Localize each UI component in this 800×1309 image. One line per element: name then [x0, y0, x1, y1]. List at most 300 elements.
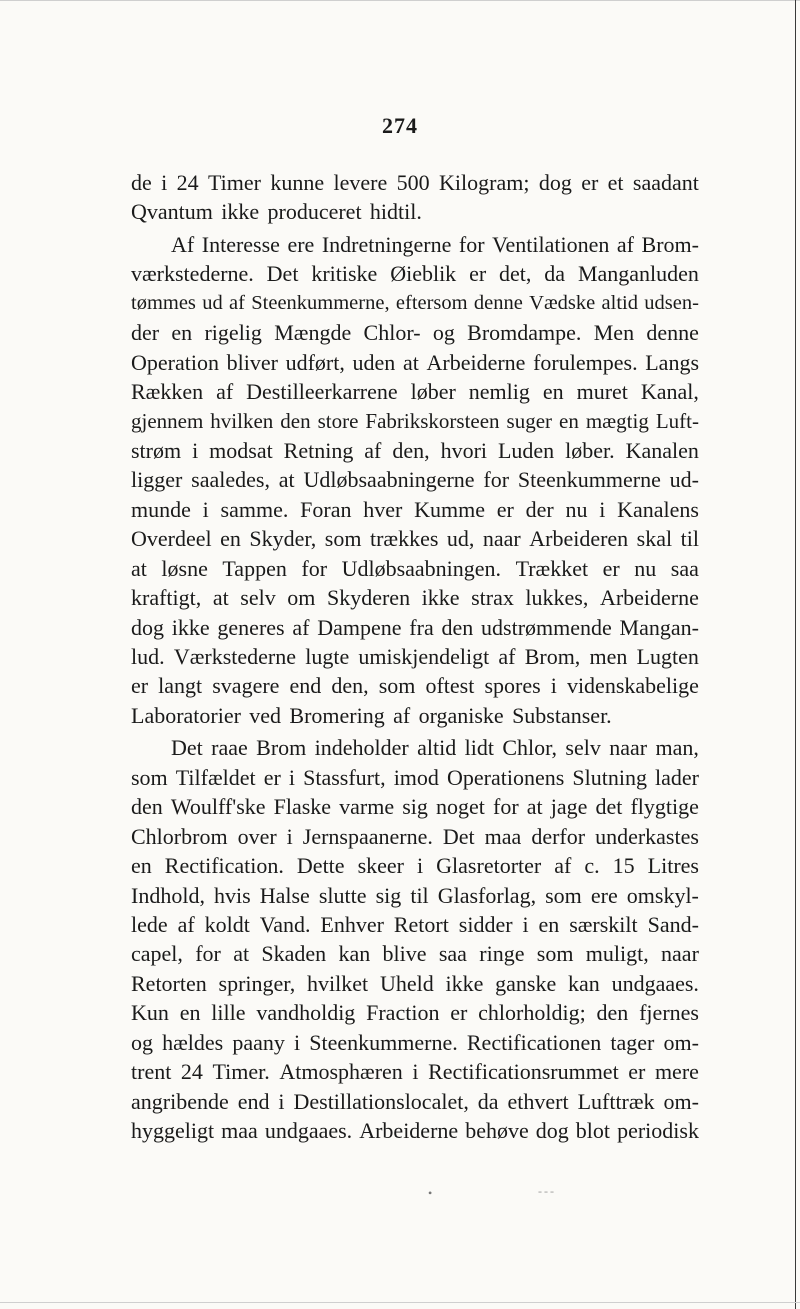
word: kan: [338, 941, 371, 967]
word: at: [131, 555, 147, 581]
word: derfor: [531, 823, 586, 849]
word: i: [522, 911, 529, 937]
word: mægtig: [585, 408, 649, 433]
word: blot: [575, 1118, 611, 1143]
text-line: [131, 881, 699, 910]
word: sig: [402, 794, 428, 820]
word: raae: [211, 735, 248, 761]
word: Brom,: [524, 644, 581, 669]
word: men: [589, 644, 628, 669]
word: er: [469, 261, 487, 287]
word: Glasretorter: [436, 853, 542, 879]
word: en: [542, 379, 564, 405]
word: ikke: [171, 614, 210, 640]
word: Sand-: [647, 911, 699, 937]
word: der: [525, 496, 554, 522]
word: lukkes,: [525, 585, 589, 611]
word: i: [550, 673, 557, 699]
word: Ventilationen: [492, 231, 610, 257]
word: Luft-: [655, 408, 699, 433]
word: Steenkummerne.: [309, 1029, 458, 1055]
word: muret: [576, 379, 628, 405]
word: over: [237, 823, 277, 849]
word: ere: [287, 231, 315, 257]
word: Fabrikskorsteen: [365, 408, 500, 433]
word: store: [317, 408, 359, 433]
word: hvilken: [210, 408, 274, 433]
word: Indhold,: [131, 882, 205, 908]
word: lader: [655, 764, 699, 790]
word: Jernspaanerne.: [302, 823, 433, 849]
word: af: [616, 231, 635, 257]
word: som: [131, 764, 168, 790]
word: om-: [663, 1088, 699, 1114]
word: selv: [565, 735, 601, 761]
word: modsat: [209, 437, 273, 463]
word: for: [195, 941, 221, 967]
word: selv: [240, 585, 276, 611]
word: er: [263, 764, 281, 790]
word: saa: [438, 941, 467, 967]
word: Brom-: [641, 231, 699, 257]
word: Manganluden: [577, 261, 699, 287]
word: bliver: [226, 349, 278, 375]
word: i: [599, 496, 606, 522]
text-line: [131, 613, 699, 642]
word: om-: [663, 1029, 699, 1055]
word: i: [202, 496, 209, 522]
word: at: [233, 941, 250, 967]
word: er: [131, 673, 149, 699]
word: Retort: [393, 911, 449, 937]
word: værkstederne.: [131, 261, 254, 287]
text-line: [131, 642, 699, 671]
word: Chlor-: [363, 320, 421, 346]
word: omskyl-: [626, 882, 699, 908]
word: chlorholdig;: [478, 1000, 586, 1026]
word: som: [536, 941, 574, 967]
word: 15: [612, 853, 635, 879]
text-line: [131, 910, 699, 939]
word: er: [450, 1000, 468, 1026]
word: for: [301, 555, 328, 581]
word: Woulff'ske: [170, 794, 266, 820]
text-line: [131, 1116, 699, 1145]
word: munde: [131, 496, 191, 522]
word: til: [680, 526, 699, 552]
word: vandholdig: [256, 1000, 356, 1026]
word: Det: [171, 735, 203, 761]
word: hver: [363, 496, 403, 522]
text-line: [131, 969, 699, 998]
word: af: [292, 614, 310, 640]
word: Rectificationen: [466, 1029, 602, 1055]
word: Fraction: [366, 1000, 440, 1026]
word: saaledes,: [191, 467, 270, 493]
word: hvilket: [307, 970, 369, 996]
word: Rectificationsrummet: [428, 1059, 619, 1085]
word: trent: [131, 1059, 172, 1085]
word: springer,: [218, 970, 296, 996]
word: produceret: [267, 199, 362, 225]
word: tager: [610, 1029, 655, 1055]
scan-right-edge: [795, 0, 796, 1309]
word: en: [220, 526, 241, 552]
word: Det: [266, 261, 299, 287]
word: altid: [417, 735, 457, 761]
word: hældes: [162, 1029, 224, 1055]
word: Stassfurt,: [303, 764, 386, 790]
text-line: [131, 318, 699, 347]
word: underkastes: [595, 823, 699, 849]
word: Men: [593, 320, 635, 346]
word: til: [410, 882, 429, 908]
word: imod: [393, 764, 439, 790]
text-line: [131, 1028, 699, 1057]
scan-bottom-edge: [0, 1302, 800, 1303]
text-line: [131, 259, 699, 288]
word: noget: [436, 794, 485, 820]
word: Kanalen: [625, 437, 699, 463]
word: Vædske: [529, 291, 596, 314]
word: Operationens: [447, 764, 565, 790]
word: Mangan-: [619, 614, 699, 640]
word: 500: [396, 170, 430, 195]
word: c.: [584, 853, 600, 879]
scan-speck: •: [428, 1186, 433, 1200]
word: Arbeiderne: [599, 585, 699, 611]
word: der: [131, 320, 160, 346]
word: ud,: [446, 526, 475, 552]
word: skal: [636, 526, 673, 552]
word: gjennem: [131, 408, 204, 433]
word: Bromdampe.: [467, 320, 582, 346]
word: ligger: [131, 467, 183, 493]
word: nu: [634, 555, 657, 581]
word: Udløbsaabningerne: [303, 467, 475, 493]
word: Rækken: [131, 379, 204, 405]
word: Øieblik: [390, 261, 457, 287]
word: saa: [670, 555, 699, 581]
word: Indretningerne: [321, 231, 452, 257]
word: strøm: [131, 437, 182, 463]
word: Kun: [131, 1000, 169, 1026]
word: undgaaes.: [264, 1118, 353, 1143]
word: Arbeiderne: [426, 349, 526, 375]
word: capel,: [131, 941, 183, 967]
word: slutte: [318, 882, 367, 908]
word: Halse: [259, 882, 310, 908]
word: spores: [484, 673, 541, 699]
word: i: [278, 1088, 285, 1114]
word: Destilleerkarrene: [246, 379, 398, 405]
word: løber.: [565, 437, 615, 463]
word: og: [432, 320, 455, 346]
word: i: [192, 437, 199, 463]
word: den: [441, 614, 474, 640]
word: Litres: [647, 853, 699, 879]
word: hvis: [214, 882, 251, 908]
word: ud: [202, 291, 223, 314]
text-line: [131, 671, 699, 700]
scan-speck: ‐‑‐: [538, 1184, 556, 1198]
word: den: [131, 794, 163, 820]
word: generes: [217, 614, 285, 640]
word: Trækket: [515, 555, 589, 581]
word: sidder: [458, 911, 513, 937]
word: Skyder,: [249, 526, 317, 552]
word: sig: [375, 882, 402, 908]
word: Bromering: [289, 702, 385, 728]
word: af: [364, 437, 382, 463]
word: Interesse: [201, 231, 280, 257]
word: dog: [535, 1118, 569, 1143]
word: ganske: [495, 970, 557, 996]
text-line: [131, 168, 699, 197]
word: Destillationslocalet,: [293, 1088, 469, 1114]
word: Luden: [497, 437, 555, 463]
scan-top-edge: [0, 0, 800, 1]
word: en: [131, 853, 152, 879]
word: Af: [171, 231, 195, 257]
word: blive: [382, 941, 427, 967]
word: Kanal,: [640, 379, 699, 405]
word: Arbeideren: [529, 526, 629, 552]
word: Mængde: [274, 320, 352, 346]
word: forulempes.: [533, 349, 638, 375]
word: maa: [221, 1118, 258, 1143]
word: ud-: [669, 467, 699, 493]
word: i: [288, 764, 296, 790]
word: udstrømmende: [481, 614, 612, 640]
word: løsne: [161, 555, 208, 581]
word: nemlig: [468, 379, 530, 405]
word: Chlorbrom: [131, 823, 228, 849]
word: i: [286, 823, 293, 849]
text-line: [131, 197, 699, 226]
word: Timer: [208, 170, 261, 195]
word: fjernes: [639, 1000, 699, 1026]
word: løber: [410, 379, 456, 405]
word: hvori: [440, 437, 488, 463]
word: 24: [180, 1059, 203, 1085]
word: at: [526, 794, 543, 820]
word: de: [131, 170, 152, 195]
word: eftersom: [395, 291, 468, 314]
text-line: [131, 524, 699, 553]
text-line: [131, 733, 699, 762]
word: Udløbsaabningen.: [341, 555, 502, 581]
word: af: [393, 702, 411, 728]
word: en: [538, 911, 560, 937]
word: Kanalens: [617, 496, 699, 522]
word: uden: [352, 349, 396, 375]
word: oftest: [425, 673, 475, 699]
word: naar: [609, 735, 648, 761]
word: altid: [601, 291, 638, 314]
word: hyggeligt: [131, 1118, 215, 1143]
word: og: [131, 1029, 153, 1055]
word: af: [229, 291, 245, 314]
word: Tappen: [222, 555, 287, 581]
word: Overdeel: [131, 526, 212, 552]
word: den,: [331, 673, 369, 699]
word: ethvert: [507, 1088, 569, 1114]
text-line: [131, 230, 699, 259]
text-line: [131, 701, 699, 730]
word: at: [212, 585, 229, 611]
word: Flaske: [273, 794, 332, 820]
text-line: [131, 851, 699, 880]
text-line: [131, 377, 699, 406]
text-line: [131, 495, 699, 524]
text-line: [131, 822, 699, 851]
word: saadant: [632, 170, 699, 195]
word: rigelig: [204, 320, 262, 346]
word: Arbeiderne: [359, 1118, 459, 1143]
word: periodisk: [617, 1118, 699, 1143]
word: tømmes: [131, 291, 196, 314]
word: lud.: [131, 644, 165, 669]
word: Dampene: [317, 614, 402, 640]
word: kan: [568, 970, 600, 996]
word: Foran: [300, 496, 352, 522]
word: særskilt: [569, 911, 638, 937]
word: Brom: [256, 735, 307, 761]
word: Skaden: [261, 941, 327, 967]
word: flygtige: [630, 794, 699, 820]
word: muligt,: [585, 941, 649, 967]
word: er: [628, 1059, 646, 1085]
word: Dette: [296, 853, 345, 879]
word: ere: [590, 882, 618, 908]
word: for: [483, 467, 510, 493]
word: Operation: [131, 349, 219, 375]
word: af: [498, 644, 516, 669]
word: er: [602, 555, 620, 581]
word: at: [402, 349, 419, 375]
word: umiskjendeligt: [358, 644, 490, 669]
word: i: [161, 170, 168, 195]
word: en: [179, 1000, 201, 1026]
word: af: [177, 911, 195, 937]
word: Steenkummerne,: [251, 291, 390, 314]
word: levere: [333, 170, 388, 195]
word: denne: [473, 291, 523, 314]
word: end: [237, 1088, 270, 1114]
word: Kilogram;: [439, 170, 530, 195]
word: Laboratorier: [131, 702, 241, 728]
page-number: 274: [382, 113, 418, 138]
text-line: [131, 289, 699, 318]
word: undgaaes.: [611, 970, 699, 996]
word: varme: [339, 794, 395, 820]
word: kraftigt,: [131, 585, 202, 611]
word: lidt: [464, 735, 494, 761]
word: i: [417, 853, 424, 879]
word: suger: [506, 408, 553, 433]
word: Qvantum: [131, 199, 213, 225]
word: hidtil.: [369, 199, 422, 225]
word: ikke: [445, 970, 484, 996]
word: udført,: [285, 349, 345, 375]
word: strax: [471, 585, 514, 611]
word: da: [477, 1088, 499, 1114]
word: er: [581, 170, 599, 195]
word: Kumme: [414, 496, 485, 522]
word: er: [496, 496, 514, 522]
word: angribende: [131, 1088, 229, 1114]
word: Skyderen: [326, 585, 411, 611]
word: for: [493, 794, 519, 820]
word: Lufttræk: [577, 1088, 655, 1114]
word: Tilfældet: [175, 764, 256, 790]
word: organiske: [418, 702, 504, 728]
word: Uheld: [379, 970, 434, 996]
word: lugte: [305, 644, 350, 669]
word: Værkstederne: [173, 644, 297, 669]
word: kunne: [270, 170, 325, 195]
word: ikke: [421, 585, 460, 611]
text-line: [131, 348, 699, 377]
body-text: [131, 168, 699, 1145]
word: den: [596, 1000, 629, 1026]
word: 24: [176, 170, 199, 195]
word: den,: [392, 437, 430, 463]
word: Substanser.: [512, 702, 612, 728]
word: Slutning: [572, 764, 647, 790]
word: det: [595, 794, 623, 820]
word: for: [458, 231, 485, 257]
word: lede: [131, 911, 168, 937]
text-line: [131, 554, 699, 583]
word: ved: [249, 702, 282, 728]
word: ikke: [221, 199, 260, 225]
word: Lugten: [636, 644, 699, 669]
word: samme.: [220, 496, 289, 522]
word: naar: [482, 526, 521, 552]
word: lille: [211, 1000, 246, 1026]
word: i: [412, 1059, 419, 1085]
word: et: [607, 170, 624, 195]
word: som: [324, 526, 362, 552]
text-line: [131, 436, 699, 465]
word: Langs: [645, 349, 699, 375]
word: kritiske: [311, 261, 378, 287]
text-line: [131, 998, 699, 1027]
text-line: [131, 465, 699, 494]
word: paany: [232, 1029, 285, 1055]
word: indeholder: [314, 735, 409, 761]
word: naar: [661, 941, 699, 967]
word: jage: [550, 794, 588, 820]
word: af: [554, 853, 572, 879]
word: Retning: [283, 437, 354, 463]
word: Chlor,: [502, 735, 558, 761]
word: Atmosphæren: [279, 1059, 403, 1085]
word: Det: [442, 823, 475, 849]
word: mere: [654, 1059, 699, 1085]
text-line: [131, 583, 699, 612]
word: trækkes: [369, 526, 439, 552]
word: af: [216, 379, 234, 405]
word: denne: [646, 320, 699, 346]
word: behøve: [465, 1118, 529, 1143]
text-line: [131, 792, 699, 821]
word: Rectification.: [164, 853, 284, 879]
word: dog: [538, 170, 572, 195]
word: det,: [499, 261, 532, 287]
